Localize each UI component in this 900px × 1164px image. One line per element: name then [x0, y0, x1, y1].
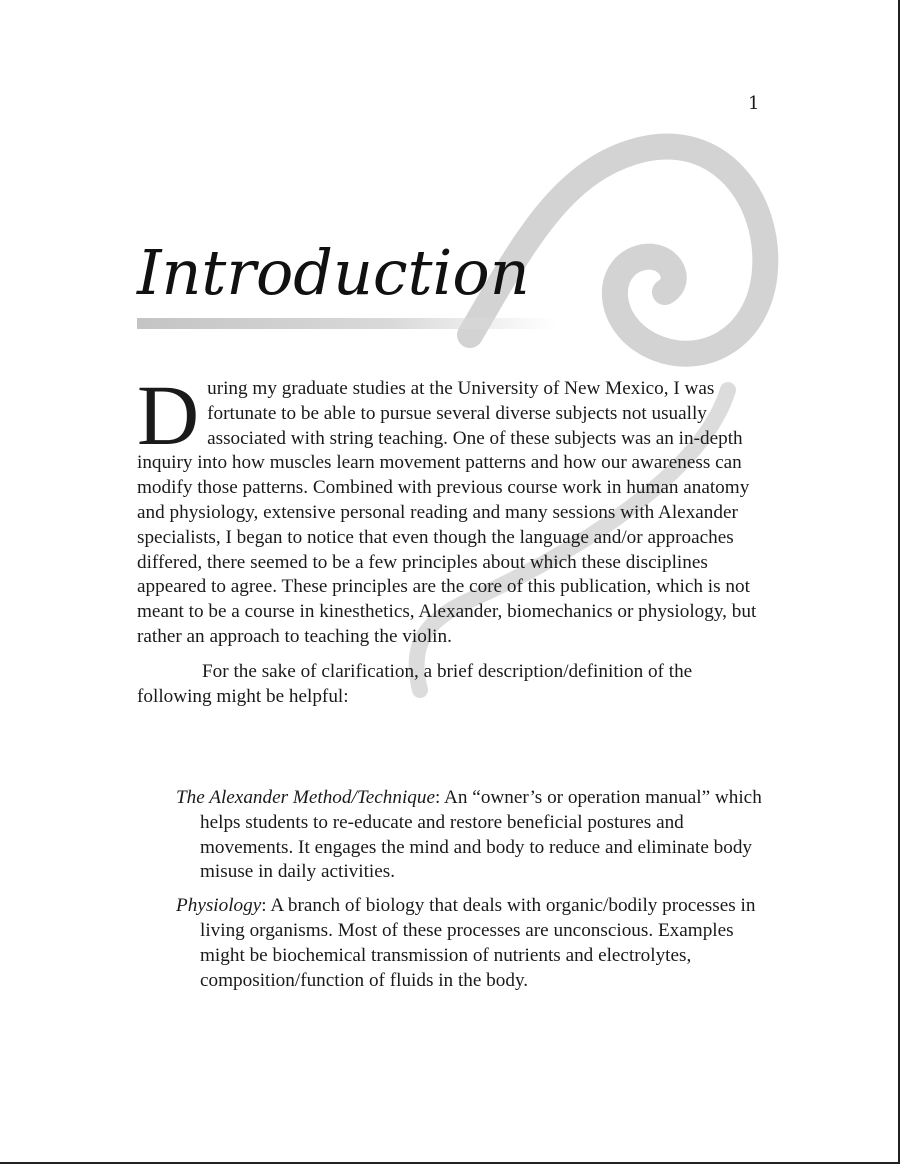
- definition-text: : A branch of biology that deals with organic/bodily processes in living organisms. Most of these processes are unconscious. Examples might be biochemical transmission of nutrients and electrolytes, composition/function of fluids in the body.: [200, 895, 756, 991]
- paragraph-1-text: uring my graduate studies at the University of New Mexico, I was fortunate to be able to pursue several diverse subjects not usually associated with string teaching. One of these subjects was an in-depth inquiry into how muscles learn movement patterns and how our awareness can modify those patterns. Combined with previous course work in human anatomy and physiology, extensive personal reading and many sessions with Alexander specialists, I began to notice that even though the language and/or approaches differed, there seemed to be a few principles about which these disciplines appeared to agree. These principles are the core of this publication, which is not meant to be a course in kinesthetics, Alexander, biomechanics or physiology, but rather an approach to teaching the violin.: [137, 378, 757, 647]
- intro-paragraph-2: For the sake of clarification, a brief description/definition of the following might be helpful:: [137, 660, 693, 707]
- definition-item: [176, 786, 766, 885]
- definitions-list: [176, 786, 766, 1002]
- drop-cap: D: [137, 367, 200, 463]
- page-title: Introduction: [137, 236, 530, 309]
- title-underline: [137, 318, 557, 329]
- definition-text: : An “owner’s or operation manual” which helps students to re-educate and restore beneficial postures and movements. It engages the mind and body to reduce and eliminate body misuse in daily activities.: [200, 787, 762, 883]
- definition-term: Physiology: [176, 895, 262, 917]
- intro-paragraph-1: [137, 367, 762, 650]
- definition-item: [176, 894, 766, 993]
- intro-body: [137, 367, 762, 709]
- definition-term: The Alexander Method/Technique: [176, 787, 435, 808]
- page-number: 1: [748, 93, 760, 114]
